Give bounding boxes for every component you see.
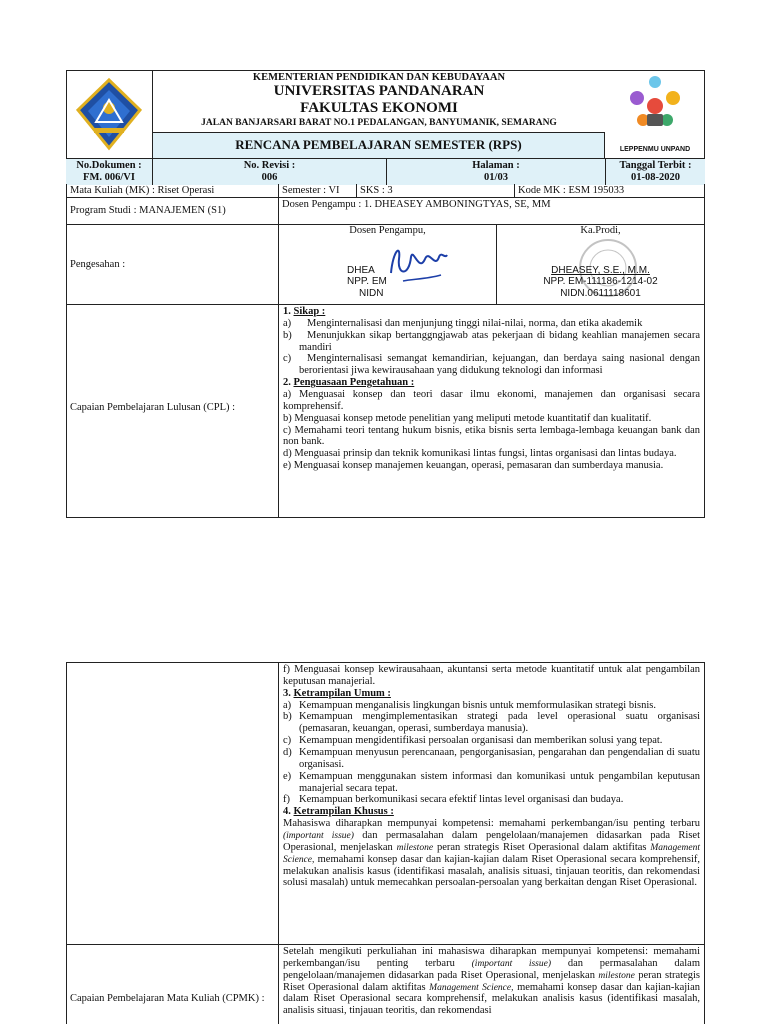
pengetahuan-item: e) Menguasai konsep manajemen keuangan, operasi, pemasaran dan sumberdaya manusia. bbox=[283, 460, 664, 472]
cpl-content bbox=[278, 305, 704, 517]
kaprodi-npp: NPP. EM-111186-1214-02 bbox=[543, 276, 658, 288]
halaman-value: 01/03 bbox=[484, 171, 508, 183]
cpmk-label: Capaian Pembelajaran Mata Kuliah (CPMK) : bbox=[70, 993, 265, 1004]
item-key: c) bbox=[283, 353, 292, 365]
item-text: Kemampuan mengidentifikasi persoalan organisasi dan memberikan solusi yang tepat. bbox=[299, 735, 663, 747]
course-row-2 bbox=[66, 198, 705, 225]
sks: SKS : 3 bbox=[356, 184, 514, 197]
document-title: RENCANA PEMBELAJARAN SEMESTER (RPS) bbox=[235, 137, 522, 152]
kaprodi-name: DHEASEY, S.E., M.M. bbox=[551, 264, 650, 276]
university-name: UNIVERSITAS PANDANARAN bbox=[273, 82, 485, 99]
kaprodi-signature-cell bbox=[496, 225, 704, 304]
khusus-paragraph bbox=[283, 818, 700, 889]
cpmk-row bbox=[66, 944, 705, 1024]
item-key: a) bbox=[283, 317, 292, 329]
page2-content bbox=[278, 663, 704, 945]
khusus-text: memahami konsep dasar dan kajian-kajian dalam Riset Operasional secara komprehensif, melakukan analisis kasus (identifikasi masalah, analisis situasi, tinjauan teoritis, dan rekomendasi solusi masalah) untuk memecahkan persoalan-persoalan yang berkaitan dengan Riset Operasional. bbox=[283, 853, 700, 889]
cpmk-italic: Management Science, bbox=[429, 982, 514, 993]
cpmk-text: memahami konsep dasar dan kajian-kajian dalam Riset Operasional secara komprehensif, melakukan analisis kasus (identifikasi masalah, analisis situasi, tinjauan teoritis, dan rekomendasi bbox=[283, 981, 700, 1017]
dosen-pengampu-field: Dosen Pengampu : 1. DHEASEY AMBONINGTYAS, SE, MM bbox=[278, 198, 704, 224]
cpmk-italic: milestone bbox=[598, 970, 635, 981]
pengetahuan-item-f: f) Menguasai konsep kewirausahaan, akuntansi serta metode kuantitatif untuk alat pengambilan keputusan manajerial. bbox=[283, 664, 700, 687]
semester: Semester : VI bbox=[278, 184, 356, 197]
item-text: Kemampuan menggunakan sistem informasi dan komunikasi untuk pengambilan keputusan manajerial secara tepat. bbox=[299, 770, 700, 794]
cpmk-italic: (important issue) bbox=[471, 958, 552, 969]
khusus-italic: (important issue) bbox=[283, 831, 354, 842]
cpmk-text: dan permasalahan dalam pengelolaan/manajemen didasarkan pada Riset Operasional, menjelaskan bbox=[283, 957, 700, 981]
khusus-text: peran strategis Riset Operasional dalam aktifitas bbox=[433, 841, 651, 853]
item-text: Kemampuan menganalisis lingkungan bisnis untuk memformulasikan strategi bisnis. bbox=[299, 699, 656, 711]
khusus-number: 4. bbox=[283, 806, 291, 818]
dosen-signature-cell bbox=[278, 225, 496, 304]
no-dokumen-cell bbox=[66, 159, 152, 185]
mata-kuliah: Mata Kuliah (MK) : Riset Operasi bbox=[70, 185, 215, 196]
leppenmu-caption: LEPPENMU UNPAND bbox=[619, 145, 691, 153]
halaman-cell bbox=[386, 159, 605, 185]
university-logo bbox=[66, 70, 152, 158]
umum-item bbox=[283, 747, 700, 771]
item-key: a) bbox=[283, 699, 292, 711]
sikap-title: Sikap : bbox=[293, 306, 326, 317]
tanggal-label: Tanggal Terbit : bbox=[619, 160, 692, 171]
umum-item bbox=[283, 735, 700, 747]
umum-title: Ketrampilan Umum : bbox=[293, 687, 391, 699]
kode-mk: Kode MK : ESM 195033 bbox=[514, 184, 704, 197]
pengetahuan-item: c) Memahami teori tentang hukum bisnis, etika bisnis serta lembaga-lembaga keuangan bank dan non bank. bbox=[283, 424, 700, 448]
pengetahuan-heading bbox=[283, 377, 700, 389]
page2-cpl-continued bbox=[66, 662, 705, 945]
dosen-signature bbox=[383, 239, 453, 285]
umum-item bbox=[283, 711, 700, 735]
pengesahan-label: Pengesahan : bbox=[70, 259, 126, 270]
ministry-name: KEMENTERIAN PENDIDIKAN DAN KEBUDAYAAN bbox=[252, 72, 506, 83]
sikap-item bbox=[283, 330, 700, 354]
pengesahan-row bbox=[66, 225, 705, 305]
sikap-item bbox=[283, 353, 700, 377]
no-dokumen-value: FM. 006/VI bbox=[83, 171, 135, 183]
dosen-title: Dosen Pengampu, bbox=[349, 225, 426, 236]
umum-number: 3. bbox=[283, 687, 291, 699]
dosen-name: DHEA bbox=[347, 265, 375, 276]
umum-heading bbox=[283, 688, 700, 700]
khusus-title: Ketrampilan Khusus : bbox=[293, 806, 394, 818]
umum-item bbox=[283, 771, 700, 795]
no-revisi-value: 006 bbox=[261, 171, 278, 183]
umum-item bbox=[283, 794, 700, 806]
dosen-npp: NPP. EM bbox=[347, 276, 387, 288]
item-text: Menunjukkan sikap bertanggngjawab atas pekerjaan di bidang keahlian manajemen secara mandiri bbox=[299, 329, 700, 353]
khusus-heading bbox=[283, 806, 700, 818]
sikap-item bbox=[283, 318, 700, 330]
address: JALAN BANJARSARI BARAT NO.1 PEDALANGAN, BANYUMANIK, SEMARANG bbox=[201, 118, 557, 129]
rps-title-band bbox=[152, 132, 605, 158]
course-row-1 bbox=[66, 184, 705, 198]
item-text: Kemampuan mengimplementasikan strategi pada level operasional suatu organisasi (pemasaran, keuangan, operasi, sumberdaya manusia). bbox=[299, 711, 700, 735]
leppenmu-logo bbox=[605, 70, 705, 158]
cpmk-paragraph bbox=[283, 946, 700, 1017]
item-key: b) bbox=[283, 329, 292, 341]
cpl-label: Capaian Pembelajaran Lulusan (CPL) : bbox=[70, 402, 236, 413]
pengetahuan-number: 2. bbox=[283, 377, 291, 389]
item-text: Menginternalisasi semangat kemandirian, kejuangan, dan berdaya saing nasional dengan berorientasi jiwa kewirausahaan yang didukung teknologi dan informasi bbox=[299, 353, 700, 377]
pengetahuan-item: a) Menguasai konsep dan teori dasar ilmu ekonomi, manajemen dan organisasi secara komprehensif. bbox=[283, 389, 700, 412]
item-text: Kemampuan berkomunikasi secara efektif lintas level organisasi dan budaya. bbox=[299, 794, 624, 806]
faculty-name: FAKULTAS EKONOMI bbox=[300, 99, 458, 116]
kaprodi-nidn: NIDN.0611118601 bbox=[560, 287, 641, 299]
cpmk-text: Setelah mengikuti perkuliahan ini mahasiswa diharapkan mempunyai kompetensi: memahami perkembangan/isu penting terbaru bbox=[283, 946, 700, 969]
item-text: Menginternalisasi dan menjunjung tinggi nilai-nilai, norma, dan etika akademik bbox=[307, 317, 643, 329]
item-key: f) bbox=[283, 794, 290, 806]
header-title-block bbox=[152, 70, 605, 132]
item-key: d) bbox=[283, 747, 292, 759]
khusus-italic: Management Science, bbox=[283, 842, 700, 865]
pengetahuan-title: Penguasaan Pengetahuan : bbox=[293, 377, 415, 389]
program-studi: Program Studi : MANAJEMEN (S1) bbox=[70, 205, 226, 216]
tanggal-value: 01-08-2020 bbox=[631, 171, 680, 183]
item-text: Kemampuan menyusun perencanaan, pengorganisasian, pengarahan dan pengendalian di suatu organisasi. bbox=[299, 747, 700, 770]
cpmk-content bbox=[278, 945, 704, 1024]
khusus-text: dan permasalahan dalam pengelolaan/manajemen didasarkan pada Riset Operasional, menjelaskan bbox=[283, 830, 700, 853]
pengetahuan-item: d) Menguasai prinsip dan teknik komunikasi lintas fungsi, lintas organisasi dan lintas budaya. bbox=[283, 448, 677, 460]
sikap-number: 1. bbox=[283, 306, 291, 317]
pengetahuan-item: b) Menguasai konsep metode penelitian yang meliputi metode kuantitatif dan kualitatif. bbox=[283, 412, 652, 424]
no-revisi-label: No. Revisi : bbox=[243, 160, 296, 171]
no-dokumen-label: No.Dokumen : bbox=[76, 160, 142, 171]
dosen-nidn: NIDN bbox=[359, 287, 384, 299]
sikap-heading bbox=[283, 306, 700, 318]
no-revisi-cell bbox=[152, 159, 386, 185]
tanggal-cell bbox=[605, 159, 705, 185]
item-key: c) bbox=[283, 735, 292, 747]
cpl-row bbox=[66, 305, 705, 518]
kaprodi-title: Ka.Prodi, bbox=[580, 225, 621, 236]
item-key: e) bbox=[283, 770, 292, 782]
khusus-text: Mahasiswa diharapkan mempunyai kompetensi: memahami perkembangan/isu penting terbaru bbox=[283, 818, 700, 830]
halaman-label: Halaman : bbox=[472, 160, 520, 171]
doc-info-row bbox=[66, 158, 705, 184]
umum-item bbox=[283, 700, 700, 712]
khusus-italic: milestone bbox=[396, 842, 434, 853]
cpmk-text: peran strategis Riset Operasional dalam aktifitas bbox=[283, 969, 700, 993]
item-key: b) bbox=[283, 711, 292, 723]
